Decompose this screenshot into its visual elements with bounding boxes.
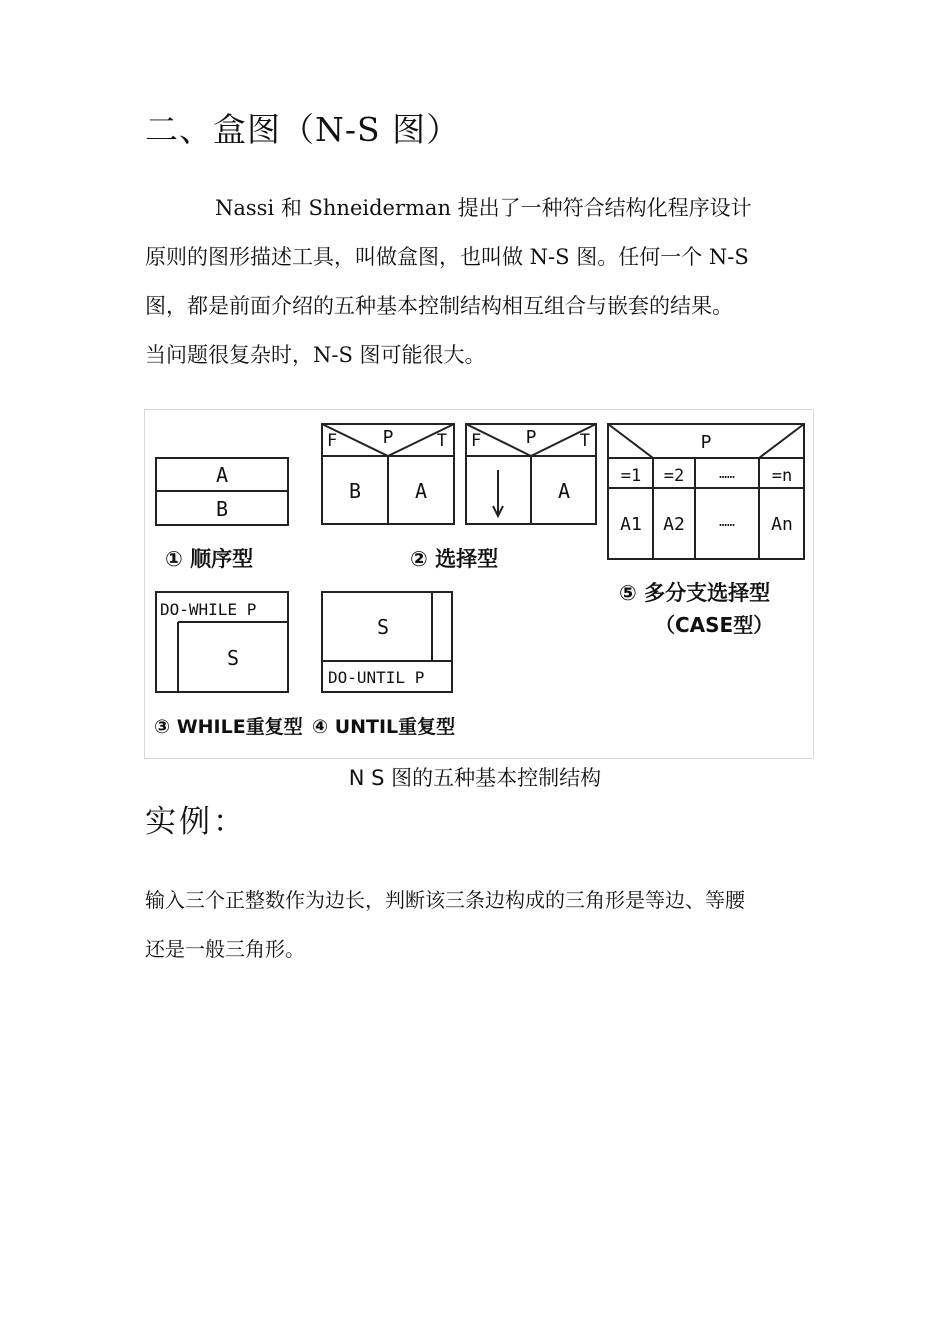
until-caption: ④ UNTIL重复型 xyxy=(312,716,456,738)
while-body-label: S xyxy=(226,646,240,670)
sel2-f-label: F xyxy=(471,431,482,451)
case-cn-label: =n xyxy=(771,466,793,486)
ns-diagram xyxy=(145,410,813,758)
sel1-right-label: A xyxy=(414,479,428,503)
sel1-p-label: P xyxy=(382,427,394,448)
figure-caption: N S 图的五种基本控制结构 xyxy=(348,766,602,790)
sel-caption: ② 选择型 xyxy=(410,547,499,571)
case-caption-2: （CASE型） xyxy=(655,613,774,637)
case-an-label: An xyxy=(771,514,793,535)
case-c1-label: =1 xyxy=(620,466,642,486)
case-a2-label: A2 xyxy=(663,514,685,535)
until-structure xyxy=(312,592,455,738)
while-cond-label: DO-WHILE P xyxy=(160,600,257,619)
while-caption: ③ WHILE重复型 xyxy=(154,716,303,738)
seq-a-label: A xyxy=(215,463,229,487)
intro-line-1: Nassi 和 Shneiderman 提出了一种符合结构化程序设计 xyxy=(215,196,752,220)
case-c3-label: …… xyxy=(719,467,735,482)
case-c2-label: =2 xyxy=(663,466,685,486)
sel2-p-label: P xyxy=(525,427,537,448)
intro-line-4: 当问题很复杂时，N-S 图可能很大。 xyxy=(145,343,486,367)
selection-structure-1 xyxy=(322,424,454,524)
example-paragraph xyxy=(145,876,825,974)
until-cond-label: DO-UNTIL P xyxy=(328,668,425,687)
seq-caption: ① 顺序型 xyxy=(165,547,254,571)
intro-line-3: 图，都是前面介绍的五种基本控制结构相互组合与嵌套的结果。 xyxy=(145,294,733,318)
case-a1-label: A1 xyxy=(620,514,642,535)
example-line-1: 输入三个正整数作为边长，判断该三条边构成的三角形是等边、等腰 xyxy=(145,888,745,912)
example-line-2: 还是一般三角形。 xyxy=(145,937,305,961)
until-body-label: S xyxy=(376,615,390,639)
example-heading: 实例： xyxy=(145,804,247,840)
sel1-left-label: B xyxy=(348,479,362,503)
ns-diagram-figure xyxy=(144,409,814,759)
intro-paragraph xyxy=(145,184,815,380)
case-caption-1: ⑤ 多分支选择型 xyxy=(619,581,771,605)
sel2-t-label: T xyxy=(579,431,590,451)
sel1-t-label: T xyxy=(436,431,447,451)
sel2-right-label: A xyxy=(557,479,571,503)
while-structure xyxy=(154,592,303,738)
sequence-structure xyxy=(156,458,288,571)
section-heading: 二、盒图（N-S 图） xyxy=(145,110,461,149)
case-a3-label: …… xyxy=(719,515,735,530)
seq-b-label: B xyxy=(215,497,229,521)
sel1-f-label: F xyxy=(327,431,338,451)
case-structure xyxy=(608,424,804,637)
case-p-label: P xyxy=(700,432,712,453)
intro-line-2: 原则的图形描述工具，叫做盒图，也叫做 N-S 图。任何一个 N-S xyxy=(145,245,749,269)
